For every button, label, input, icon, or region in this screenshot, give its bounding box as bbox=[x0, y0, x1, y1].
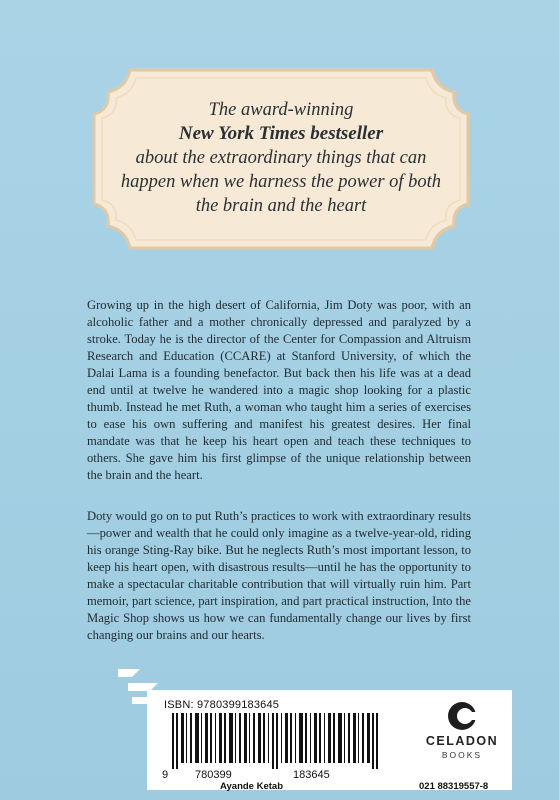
blurb-paragraph-1: Growing up in the high desert of California, Jim Doty was poor, with an alcoholic father and a mother chronically depressed and paralyzed by a stroke. Today he is the director of the Center for Compassion and Altruism Research and Education (CCARE) at Stanford University, of which the Dalai Lama is a founding benefactor. But back then his life was at a dead end until at twelve he wandered into a magic shop looking for a plastic thumb. Instead he met Ruth, a woman who taught him a series of exercises to ease his own suffering and manifest his greatest desires. Her final mandate was that he keep his heart open and teach these techniques to others. She gave him his first glimpse of the unique relationship between the brain and the heart. bbox=[87, 298, 471, 482]
publisher-panel bbox=[412, 690, 512, 790]
tagline-line-3: about the extraordinary things that can bbox=[135, 148, 427, 168]
barcode-icon bbox=[164, 713, 396, 769]
tagline-bestseller: New York Times bestseller bbox=[178, 123, 384, 144]
celadon-c-logo-icon bbox=[446, 700, 478, 732]
isbn-label: ISBN: 9780399183645 bbox=[164, 699, 280, 711]
publisher-subtitle: BOOKS bbox=[441, 750, 483, 760]
tagline-plaque bbox=[90, 66, 472, 252]
barcode-digits-group-2: 183645 bbox=[293, 769, 330, 781]
tagline-line-1: The award-winning bbox=[208, 100, 354, 120]
seller-name: Ayande Ketab bbox=[220, 781, 283, 792]
publisher-name: CELADON bbox=[425, 734, 499, 748]
blurb-paragraph-2: Doty would go on to put Ruth’s practices to work with extraordinary results—power and wealth that he could only imagine as a twelve-year-old, riding his orange Sting-Ray bike. But he neglects Ruth’s most important lesson, to keep his heart open, with disastrous results—until he has the opportunity to make a spectacular charitable contribution that will virtually ruin him. Part memoir, part science, part inspiration, and part practical instruction, Into the Magic Shop shows us how we can fundamentally change our lives by first changing our brains and our hearts. bbox=[87, 509, 471, 642]
barcode-digit-first: 9 bbox=[162, 769, 169, 781]
tagline-line-5: the brain and the heart bbox=[195, 196, 367, 216]
barcode-digits-group-1: 780399 bbox=[195, 769, 232, 781]
tagline-line-4: happen when we harness the power of both bbox=[120, 172, 442, 192]
tagline-text bbox=[90, 98, 472, 218]
barcode-panel bbox=[147, 690, 412, 790]
seller-phone: 021 88319557-8 bbox=[419, 781, 489, 792]
